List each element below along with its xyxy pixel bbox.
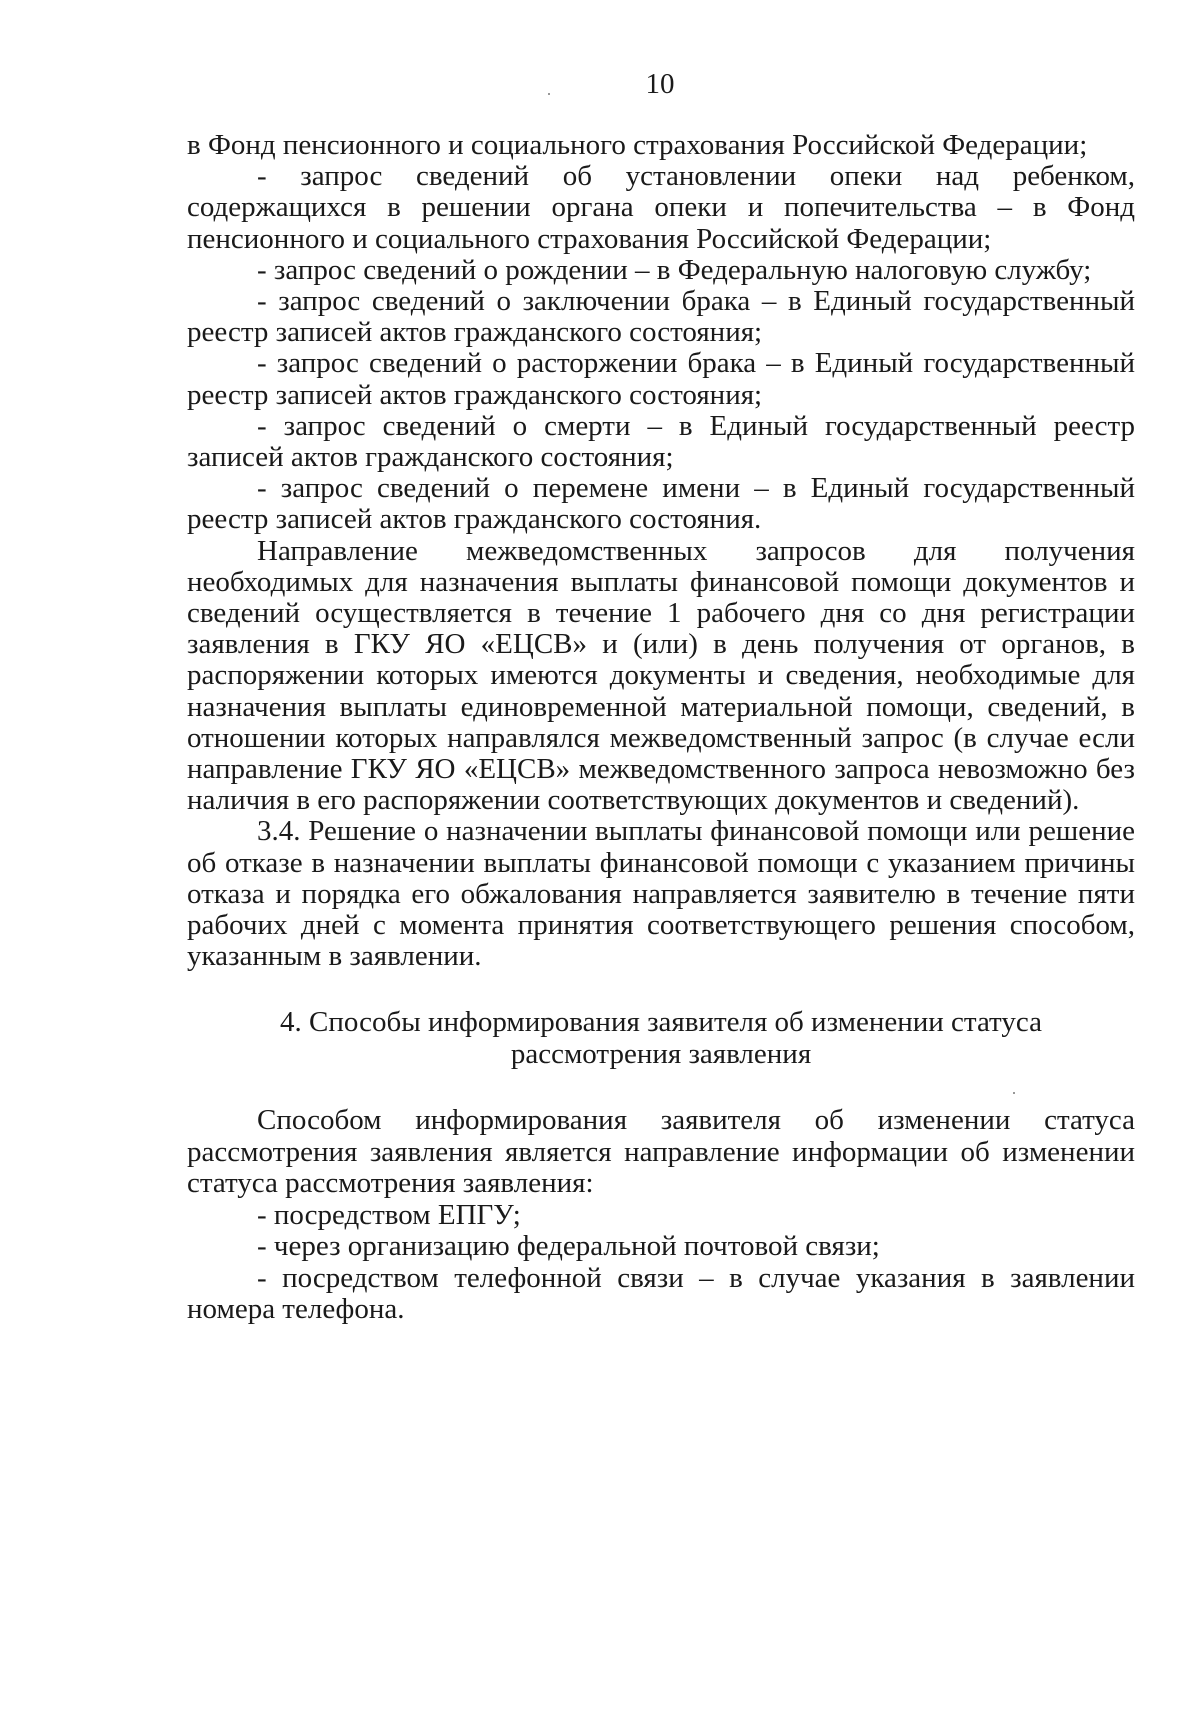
paragraph: в Фонд пенсионного и социального страхования Российской Федерации;: [187, 129, 1088, 161]
paragraph: - запрос сведений о расторжении брака – в Единый государственный реестр записей актов гражданского состояния;: [187, 347, 1135, 411]
scan-speck: [1013, 1092, 1015, 1094]
section-heading: [187, 1006, 1135, 1070]
body-text-bottom: [187, 1105, 1135, 1326]
paragraph: - посредством телефонной связи – в случае указания в заявлении номера телефона.: [187, 1261, 1135, 1325]
page-number: 10: [645, 68, 675, 100]
paragraph: - запрос сведений о заключении брака – в Единый государственный реестр записей актов гражданского состояния;: [187, 285, 1135, 349]
paragraph: Способом информирования заявителя об изменении статуса рассмотрения заявления является направление информации об изменении статуса рассмотрения заявления:: [187, 1104, 1135, 1199]
section-heading-line-1: 4. Способы информирования заявителя об изменении статуса: [280, 1006, 1042, 1038]
paragraph: - через организацию федеральной почтовой связи;: [257, 1230, 880, 1262]
paragraph: - запрос сведений об установлении опеки над ребенком, содержащихся в решении органа опеки и попечительства – в Фонд пенсионного и социального страхования Российской Федерации;: [187, 160, 1135, 255]
paragraph: Направление межведомственных запросов для получения необходимых для назначения выплаты финансовой помощи документов и сведений осуществляется в течение 1 рабочего дня со дня регистрации заявления в ГКУ ЯО «ЕЦСВ» и (или) в день получения от органов, в распоряжении которых имеются документы и сведения, необходимые для назначения выплаты единовременной материальной помощи, сведений, в отношении которых направлялся межведомственный запрос (в случае если направление ГКУ ЯО «ЕЦСВ» межведомственного запроса невозможно без наличия в его распоряжении соответствующих документов и сведений).: [187, 534, 1135, 817]
paragraph: - запрос сведений о смерти – в Единый государственный реестр записей актов гражданского состояния;: [187, 409, 1135, 474]
scan-speck: [548, 93, 550, 95]
paragraph: 3.4. Решение о назначении выплаты финансовой помощи или решение об отказе в назначении выплаты финансовой помощи с указанием причины отказа и порядка его обжалования направляется заявителю в течение пяти рабочих дней с момента принятия соответствующего решения способом, указанным в заявлении.: [187, 815, 1135, 973]
paragraph: - посредством ЕПГУ;: [257, 1198, 521, 1231]
section-heading-line-2: рассмотрения заявления: [510, 1038, 812, 1070]
body-text-top: [187, 130, 1135, 972]
paragraph: - запрос сведений о перемене имени – в Единый государственный реестр записей актов гражданского состояния.: [187, 472, 1135, 536]
paragraph: - запрос сведений о рождении – в Федеральную налоговую службу;: [257, 253, 1092, 286]
